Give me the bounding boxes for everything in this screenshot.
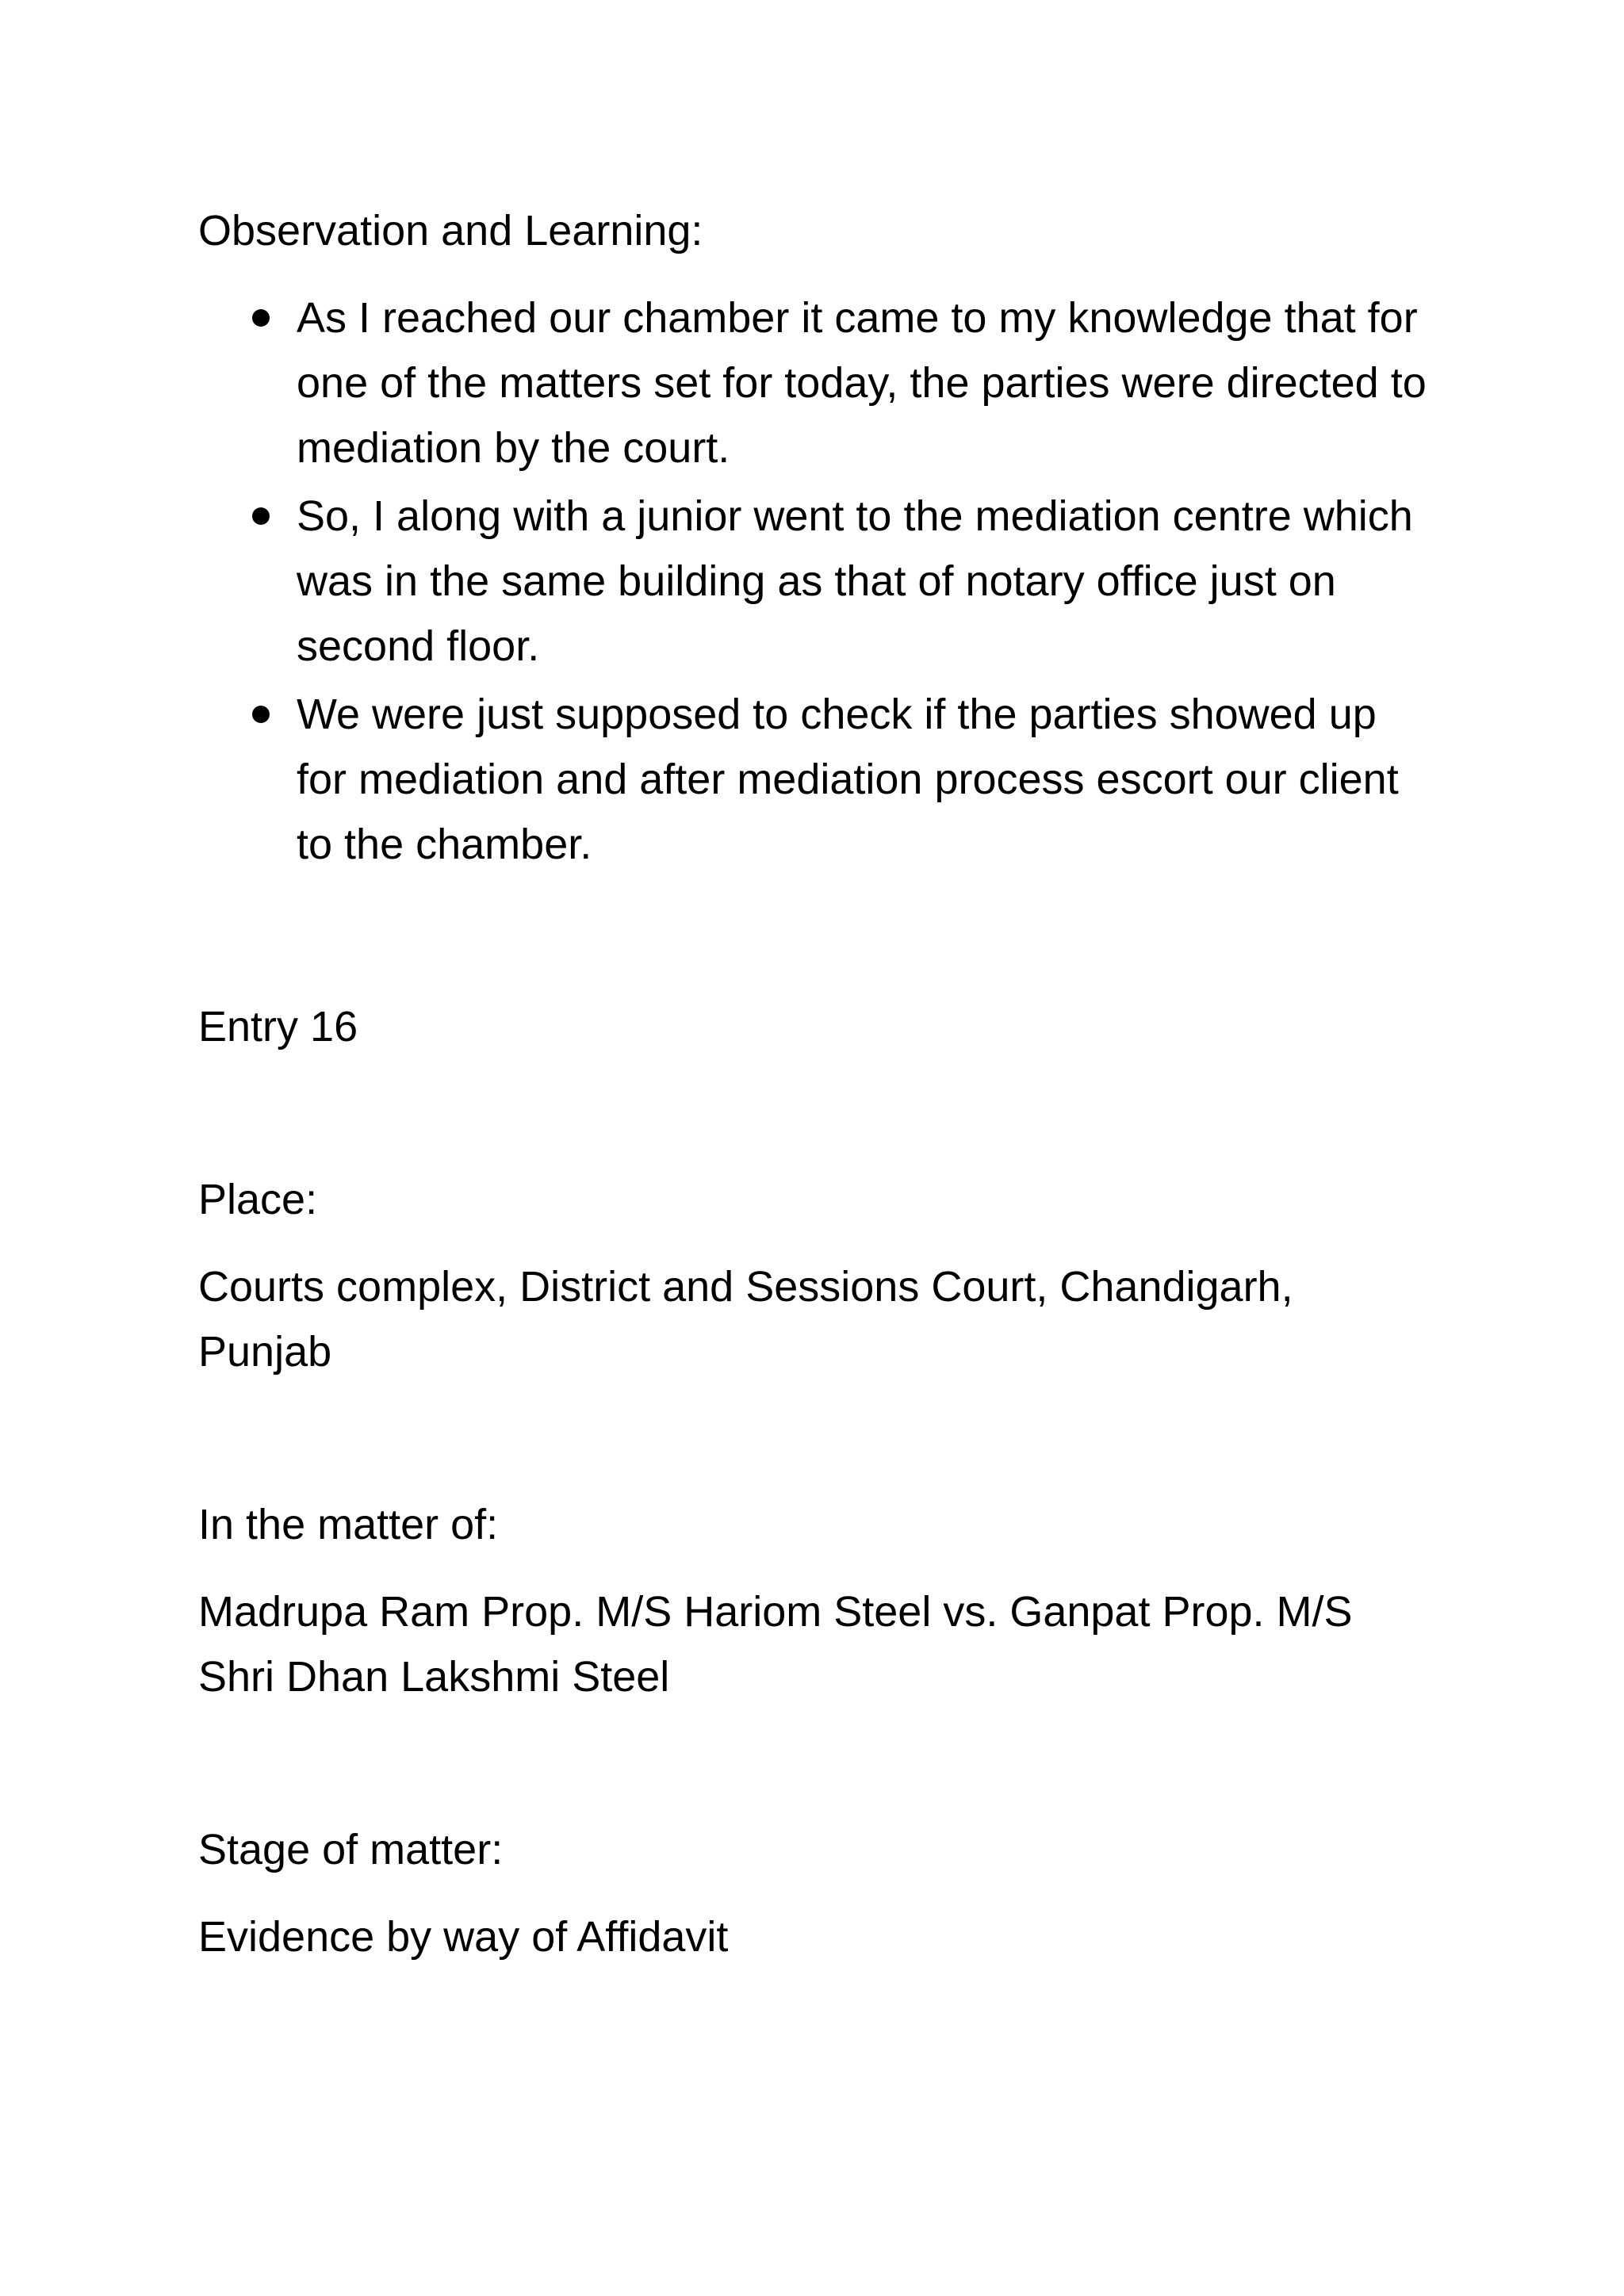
list-item: [198, 484, 1435, 679]
bullet-text: We were just supposed to check if the parties showed up for mediation and after mediation process escort our client to the chamber.: [297, 691, 1399, 868]
observation-heading: Observation and Learning:: [198, 207, 703, 254]
bullet-text: So, I along with a junior went to the mediation centre which was in the same building as that of notary office just on second floor.: [297, 492, 1413, 670]
observation-bullet-list: [198, 285, 1435, 877]
list-item: [198, 682, 1435, 877]
entry-title: Entry 16: [198, 1003, 358, 1050]
matter-label: In the matter of:: [198, 1501, 499, 1548]
stage-label: Stage of matter:: [198, 1826, 504, 1873]
place-value: Courts complex, District and Sessions Court, Chandigarh, Punjab: [198, 1263, 1293, 1376]
list-item: [198, 285, 1435, 480]
bullet-icon: [252, 507, 270, 525]
bullet-text: As I reached our chamber it came to my knowledge that for one of the matters set for today, the parties were directed to mediation by the court.: [297, 294, 1427, 472]
document-content: [198, 198, 1435, 1969]
bullet-icon: [252, 309, 270, 327]
bullet-icon: [252, 706, 270, 723]
stage-value: Evidence by way of Affidavit: [198, 1913, 729, 1961]
place-label: Place:: [198, 1176, 318, 1223]
matter-value: Madrupa Ram Prop. M/S Hariom Steel vs. Ganpat Prop. M/S Shri Dhan Lakshmi Steel: [198, 1588, 1353, 1701]
